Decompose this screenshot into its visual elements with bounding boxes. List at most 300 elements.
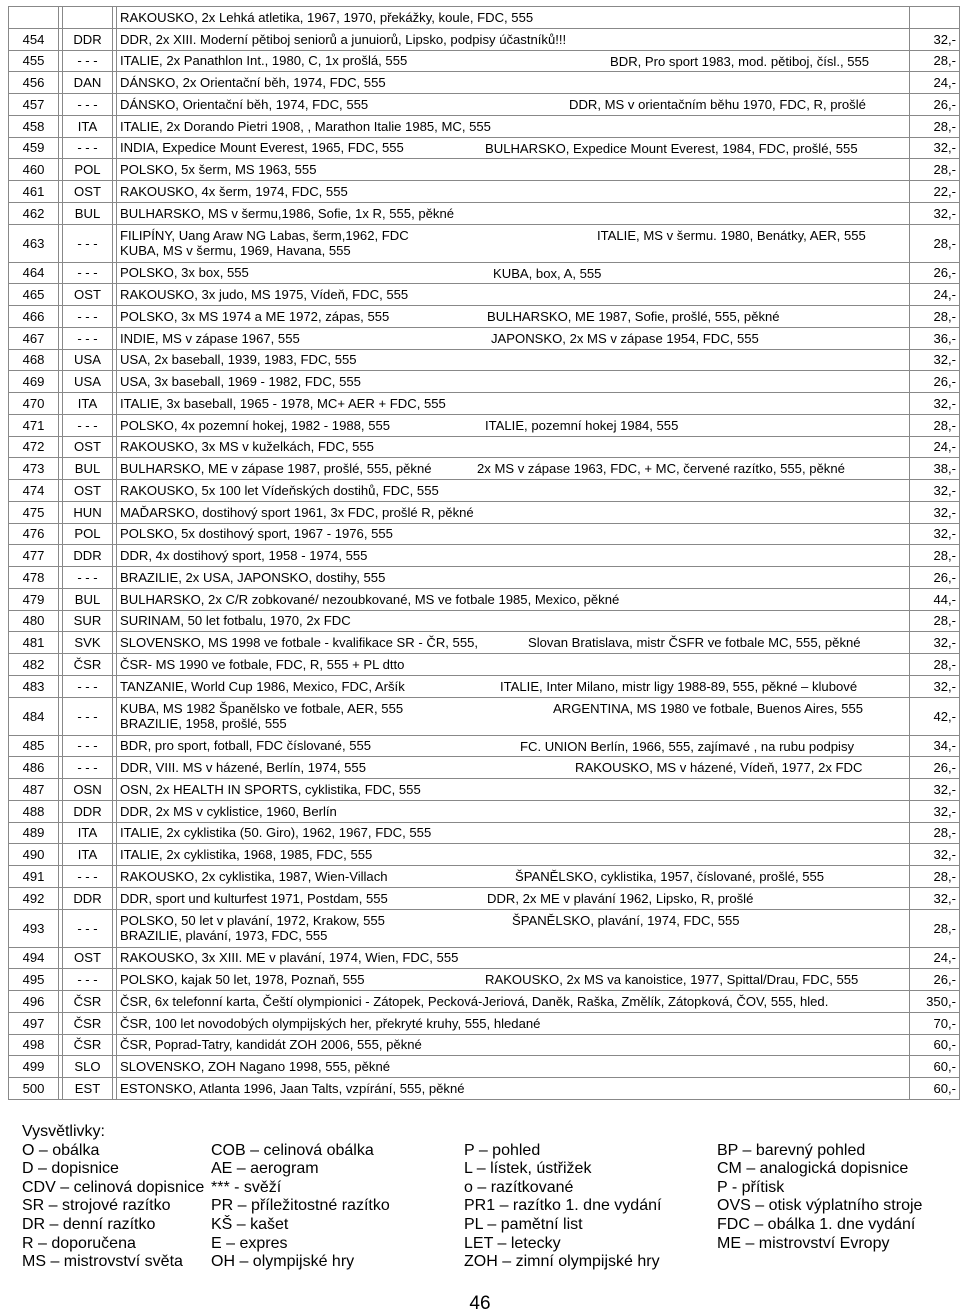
item-number: 500: [9, 1078, 59, 1100]
legend-entry: PR1 – razítko 1. dne vydání: [464, 1197, 662, 1215]
item-price: 32,-: [910, 675, 960, 697]
description-text: DDR, 2x MS v cyklistice, 1960, Berlín: [120, 803, 337, 819]
legend-entry: P – pohled: [464, 1141, 541, 1159]
description-text: DDR, 2x XIII. Moderní pětiboj seniorů a junuiorů, Lipsko, podpisy účastníků!!!: [120, 31, 567, 47]
table-row: [9, 1056, 960, 1078]
item-price: 32,-: [910, 480, 960, 502]
description-text: POLSKO, 4x pozemní hokej, 1982 - 1988, 555: [120, 417, 391, 433]
country-code: OST: [63, 181, 113, 203]
item-description: [117, 72, 910, 94]
table-row: [9, 1034, 960, 1056]
description-text: RAKOUSKO, 2x cyklistika, 1987, Wien-Villach: [120, 868, 388, 884]
item-price: 32,-: [910, 501, 960, 523]
description-line-1: KUBA, MS 1982 Španělsko ve fotbale, AER, 555: [120, 701, 404, 716]
table-row: [9, 779, 960, 801]
table-row: [9, 866, 960, 888]
item-price: 32,-: [910, 393, 960, 415]
item-price: 28,-: [910, 545, 960, 567]
country-code: ITA: [63, 844, 113, 866]
table-row: [9, 436, 960, 458]
item-number: 473: [9, 458, 59, 480]
item-number: 457: [9, 94, 59, 116]
item-price: 60,-: [910, 1034, 960, 1056]
description-text: ITALIE, 2x Panathlon Int., 1980, C, 1x prošlá, 555: [120, 53, 408, 69]
description-text: POLSKO, 5x šerm, MS 1963, 555: [120, 162, 317, 178]
table-row: [9, 947, 960, 969]
item-price: 26,-: [910, 969, 960, 991]
description-second-item: ŠPANĚLSKO, plavání, 1974, FDC, 555: [512, 912, 740, 928]
description-text: ITALIE, 3x baseball, 1965 - 1978, MC+ AER + FDC, 555: [120, 395, 446, 411]
description-text: ITALIE, 2x cyklistika, 1968, 1985, FDC, 555: [120, 847, 373, 863]
item-description: [117, 327, 910, 349]
item-number: 498: [9, 1034, 59, 1056]
country-code: USA: [63, 371, 113, 393]
item-number: 480: [9, 610, 59, 632]
item-number: 475: [9, 501, 59, 523]
country-code: - - -: [63, 94, 113, 116]
description-text: INDIA, Expedice Mount Everest, 1965, FDC, 555: [120, 140, 404, 156]
item-price: 32,-: [910, 523, 960, 545]
country-code: BUL: [63, 458, 113, 480]
item-price: 26,-: [910, 567, 960, 589]
country-code: - - -: [63, 414, 113, 436]
item-price: 32,-: [910, 632, 960, 654]
table-row: [9, 545, 960, 567]
description-text: ESTONSKO, Atlanta 1996, Jaan Talts, vzpírání, 555, pěkné: [120, 1080, 465, 1096]
item-number: 455: [9, 50, 59, 72]
item-price: 60,-: [910, 1078, 960, 1100]
item-number: 477: [9, 545, 59, 567]
item-number: 471: [9, 414, 59, 436]
country-code: POL: [63, 523, 113, 545]
table-row: [9, 822, 960, 844]
country-code: - - -: [63, 675, 113, 697]
table-row: [9, 262, 960, 284]
item-description: [117, 224, 910, 262]
country-code: OST: [63, 947, 113, 969]
country-code: DDR: [63, 545, 113, 567]
item-description: [117, 159, 910, 181]
item-number: 458: [9, 115, 59, 137]
item-description: [117, 735, 910, 757]
legend-entry: FDC – obálka 1. dne vydání: [717, 1215, 916, 1233]
country-code: - - -: [63, 224, 113, 262]
country-code: ITA: [63, 115, 113, 137]
table-row: [9, 697, 960, 735]
item-description: [117, 262, 910, 284]
table-row: [9, 567, 960, 589]
table-row: [9, 224, 960, 262]
description-line-2: BRAZILIE, 1958, prošlé, 555: [120, 716, 287, 731]
country-code: BUL: [63, 588, 113, 610]
item-price: 350,-: [910, 991, 960, 1013]
item-description: [117, 284, 910, 306]
description-second-item: BULHARSKO, Expedice Mount Everest, 1984, FDC, prošlé, 555: [485, 140, 858, 156]
country-code: - - -: [63, 757, 113, 779]
description-second-item: BDR, Pro sport 1983, mod. pětiboj, čísl., 555: [610, 53, 870, 69]
description-text: POLSKO, 3x MS 1974 a ME 1972, zápas, 555: [120, 308, 390, 324]
page-number: 46: [469, 1293, 491, 1314]
country-code: ČSR: [63, 991, 113, 1013]
table-row: [9, 991, 960, 1013]
item-number: 490: [9, 844, 59, 866]
item-price: 24,-: [910, 284, 960, 306]
description-line-1: POLSKO, 50 let v plavání, 1972, Krakow, 555: [120, 913, 385, 928]
legend-entry: CM – analogická dopisnice: [717, 1160, 909, 1178]
table-row: [9, 393, 960, 415]
description-text: BRAZILIE, 2x USA, JAPONSKO, dostihy, 555: [120, 569, 386, 585]
country-code: - - -: [63, 735, 113, 757]
description-text: RAKOUSKO, 5x 100 let Vídeňských dostihů, FDC, 555: [120, 482, 439, 498]
table-row: [9, 887, 960, 909]
item-description: [117, 779, 910, 801]
country-code: - - -: [63, 137, 113, 159]
item-price: 28,-: [910, 224, 960, 262]
description-second-item: DDR, MS v orientačním běhu 1970, FDC, R, prošlé: [569, 97, 866, 112]
table-row: [9, 137, 960, 159]
legend-column-3: [464, 1142, 661, 1272]
table-row: [9, 1078, 960, 1100]
item-number: 486: [9, 757, 59, 779]
legend-entry: SR – strojové razítko: [22, 1197, 171, 1215]
description-text: DDR, 4x dostihový sport, 1958 - 1974, 555: [120, 548, 368, 564]
description-text: SURINAM, 50 let fotbalu, 1970, 2x FDC: [120, 613, 351, 629]
item-description: [117, 697, 910, 735]
item-number: 497: [9, 1012, 59, 1034]
item-number: 474: [9, 480, 59, 502]
item-price: 32,-: [910, 28, 960, 50]
item-description: [117, 675, 910, 697]
item-description: [117, 1078, 910, 1100]
country-code: USA: [63, 349, 113, 371]
item-number: 469: [9, 371, 59, 393]
item-description: [117, 393, 910, 415]
legend-entry: MS – mistrovství světa: [22, 1253, 183, 1271]
legend-entry: PR – příležitostné razítko: [211, 1197, 390, 1215]
item-number: 496: [9, 991, 59, 1013]
item-price: 24,-: [910, 72, 960, 94]
table-row: [9, 94, 960, 116]
country-code: DDR: [63, 28, 113, 50]
description-text: ČSR, Poprad-Tatry, kandidát ZOH 2006, 555, pěkné: [120, 1037, 422, 1053]
country-code: OST: [63, 284, 113, 306]
item-price: [910, 7, 960, 29]
description-text: ČSR- MS 1990 ve fotbale, FDC, R, 555 + PL dtto: [120, 656, 405, 672]
table-row: [9, 675, 960, 697]
item-price: 28,-: [910, 159, 960, 181]
item-description: [117, 632, 910, 654]
legend-entry: COB – celinová obálka: [211, 1141, 374, 1159]
description-text: BULHARSKO, ME v zápase 1987, prošlé, 555, pěkné: [120, 461, 432, 477]
description-text: SLOVENSKO, MS 1998 ve fotbale - kvalifikace SR - ČR, 555,: [120, 635, 479, 651]
item-number: 463: [9, 224, 59, 262]
table-row: [9, 909, 960, 947]
item-number: 478: [9, 567, 59, 589]
item-description: [117, 480, 910, 502]
item-description: [117, 757, 910, 779]
description-line-2: BRAZILIE, plavání, 1973, FDC, 555: [120, 928, 328, 943]
legend-entry: D – dopisnice: [22, 1160, 119, 1178]
item-number: 464: [9, 262, 59, 284]
item-price: 32,-: [910, 887, 960, 909]
description-text: ČSR, 6x telefonní karta, Čeští olympionici - Zátopek, Pecková-Jeriová, Daněk, Raška, Změlík, Zátopková, ČOV, 555, hled.: [120, 993, 829, 1009]
country-code: OST: [63, 480, 113, 502]
item-number: 483: [9, 675, 59, 697]
legend-column-1: [22, 1142, 204, 1272]
table-row: [9, 284, 960, 306]
item-description: [117, 202, 910, 224]
item-description: [117, 567, 910, 589]
country-code: - - -: [63, 50, 113, 72]
item-description: [117, 371, 910, 393]
description-second-item: ITALIE, MS v šermu. 1980, Benátky, AER, 555: [597, 227, 866, 243]
description-line-2: KUBA, MS v šermu, 1969, Havana, 555: [120, 243, 351, 258]
item-description: [117, 349, 910, 371]
item-price: 28,-: [910, 115, 960, 137]
item-number: 468: [9, 349, 59, 371]
item-number: 461: [9, 181, 59, 203]
description-second-item: DDR, 2x ME v plavání 1962, Lipsko, R, prošlé: [487, 890, 754, 906]
item-price: 28,-: [910, 654, 960, 676]
item-price: 26,-: [910, 94, 960, 116]
item-number: 481: [9, 632, 59, 654]
country-code: SUR: [63, 610, 113, 632]
item-description: [117, 28, 910, 50]
description-second-item: ŠPANĚLSKO, cyklistika, 1957, číslované, prošlé, 555: [515, 869, 825, 884]
country-code: OSN: [63, 779, 113, 801]
item-description: [117, 610, 910, 632]
item-number: 482: [9, 654, 59, 676]
description-second-item: RAKOUSKO, MS v házené, Vídeň, 1977, 2x FDC: [575, 760, 863, 776]
item-description: [117, 436, 910, 458]
item-description: [117, 414, 910, 436]
legend-column-4: [717, 1142, 922, 1254]
country-code: - - -: [63, 909, 113, 947]
country-code: - - -: [63, 327, 113, 349]
item-number: 499: [9, 1056, 59, 1078]
legend-entry: OVS – otisk výplatního stroje: [717, 1197, 923, 1215]
table-row: [9, 1012, 960, 1034]
table-row: [9, 159, 960, 181]
country-code: ČSR: [63, 1034, 113, 1056]
table-row: [9, 735, 960, 757]
description-text: MAĎARSKO, dostihový sport 1961, 3x FDC, prošlé R, pěkné: [120, 504, 474, 520]
description-text: USA, 2x baseball, 1939, 1983, FDC, 555: [120, 352, 357, 368]
table-row: [9, 7, 960, 29]
description-text: BULHARSKO, 2x C/R zobkované/ nezoubkované, MS ve fotbale 1985, Mexico, pěkné: [120, 591, 620, 607]
legend-entry: *** - svěží: [211, 1178, 282, 1196]
table-row: [9, 72, 960, 94]
country-code: DDR: [63, 887, 113, 909]
description-second-item: JAPONSKO, 2x MS v zápase 1954, FDC, 555: [491, 330, 759, 346]
legend-entry: E – expres: [211, 1234, 288, 1252]
legend-entry: BP – barevný pohled: [717, 1141, 866, 1159]
description-text: POLSKO, kajak 50 let, 1978, Poznaň, 555: [120, 972, 365, 988]
item-number: 466: [9, 306, 59, 328]
country-code: - - -: [63, 969, 113, 991]
legend-entry: OH – olympijské hry: [211, 1253, 355, 1271]
table-row: [9, 458, 960, 480]
item-price: 26,-: [910, 262, 960, 284]
country-code: [63, 7, 113, 29]
item-price: 28,-: [910, 909, 960, 947]
table-row: [9, 757, 960, 779]
legend-entry: LET – letecky: [464, 1234, 561, 1252]
item-price: 28,-: [910, 306, 960, 328]
description-text: POLSKO, 5x dostihový sport, 1967 - 1976, 555: [120, 526, 393, 542]
item-number: 459: [9, 137, 59, 159]
item-description: [117, 947, 910, 969]
country-code: - - -: [63, 306, 113, 328]
item-price: 24,-: [910, 436, 960, 458]
table-row: [9, 501, 960, 523]
item-description: [117, 115, 910, 137]
item-description: [117, 909, 910, 947]
item-number: 456: [9, 72, 59, 94]
item-description: [117, 501, 910, 523]
legend-entry: ME – mistrovství Evropy: [717, 1234, 890, 1252]
description-text: ITALIE, 2x Dorando Pietri 1908, , Marathon Italie 1985, MC, 555: [120, 118, 491, 134]
item-price: 42,-: [910, 697, 960, 735]
item-description: [117, 1056, 910, 1078]
country-code: - - -: [63, 697, 113, 735]
legend-entry: R – doporučena: [22, 1234, 136, 1252]
item-description: [117, 969, 910, 991]
legend-entry: AE – aerogram: [211, 1160, 319, 1178]
item-number: 491: [9, 866, 59, 888]
description-second-item: KUBA, box, A, 555: [493, 265, 602, 281]
description-text: BDR, pro sport, fotball, FDC číslované, 555: [120, 738, 372, 754]
description-second-item: FC. UNION Berlín, 1966, 555, zajímavé , na rubu podpisy: [520, 738, 855, 754]
description-second-item: 2x MS v zápase 1963, FDC, + MC, červené razítko, 555, pěkné: [477, 461, 845, 477]
table-row: [9, 800, 960, 822]
item-number: 476: [9, 523, 59, 545]
item-description: [117, 588, 910, 610]
description-text: USA, 3x baseball, 1969 - 1982, FDC, 555: [120, 374, 361, 390]
table-row: [9, 50, 960, 72]
item-price: 26,-: [910, 757, 960, 779]
legend-column-2: [211, 1142, 390, 1272]
description-second-item: ITALIE, pozemní hokej 1984, 555: [485, 417, 679, 433]
legend-entry: DR – denní razítko: [22, 1215, 156, 1233]
description-text: ČSR, 100 let novodobých olympijských her, překryté kruhy, 555, hledané: [120, 1015, 541, 1031]
item-number: 487: [9, 779, 59, 801]
catalog-table: [8, 6, 960, 1100]
country-code: ČSR: [63, 1012, 113, 1034]
item-number: 493: [9, 909, 59, 947]
item-number: 460: [9, 159, 59, 181]
table-row: [9, 349, 960, 371]
description-text: DDR, VIII. MS v házené, Berlín, 1974, 555: [120, 760, 366, 776]
description-text: OSN, 2x HEALTH IN SPORTS, cyklistika, FDC, 555: [120, 781, 421, 797]
item-price: 34,-: [910, 735, 960, 757]
country-code: HUN: [63, 501, 113, 523]
table-row: [9, 610, 960, 632]
item-price: 28,-: [910, 866, 960, 888]
description-text: SLOVENSKO, ZOH Nagano 1998, 555, pěkné: [120, 1059, 391, 1075]
item-number: 495: [9, 969, 59, 991]
legend-entry: O – obálka: [22, 1141, 100, 1159]
country-code: ČSR: [63, 654, 113, 676]
country-code: OST: [63, 436, 113, 458]
table-row: [9, 632, 960, 654]
country-code: POL: [63, 159, 113, 181]
table-row: [9, 969, 960, 991]
item-description: [117, 458, 910, 480]
country-code: BUL: [63, 202, 113, 224]
table-row: [9, 28, 960, 50]
table-row: [9, 844, 960, 866]
item-description: [117, 844, 910, 866]
country-code: ITA: [63, 393, 113, 415]
item-price: 60,-: [910, 1056, 960, 1078]
table-row: [9, 306, 960, 328]
item-price: 70,-: [910, 1012, 960, 1034]
item-price: 36,-: [910, 327, 960, 349]
description-second-item: RAKOUSKO, 2x MS va kanoistice, 1977, Spittal/Drau, FDC, 555: [485, 972, 859, 988]
legend-entry: o – razítkované: [464, 1178, 574, 1196]
description-second-item: ARGENTINA, MS 1980 ve fotbale, Buenos Aires, 555: [553, 700, 864, 716]
description-second-item: ITALIE, Inter Milano, mistr ligy 1988-89, 555, pěkné – klubové: [500, 678, 858, 694]
legend-entry: L – lístek, ústřižek: [464, 1160, 592, 1178]
table-row: [9, 371, 960, 393]
item-description: [117, 822, 910, 844]
item-price: 32,-: [910, 202, 960, 224]
item-number: 489: [9, 822, 59, 844]
item-description: [117, 1012, 910, 1034]
legend-entry: CDV – celinová dopisnice: [22, 1178, 205, 1196]
item-description: [117, 991, 910, 1013]
item-description: [117, 887, 910, 909]
item-number: 462: [9, 202, 59, 224]
table-row: [9, 115, 960, 137]
table-row: [9, 588, 960, 610]
item-number: 479: [9, 588, 59, 610]
description-text: DDR, sport und kulturfest 1971, Postdam, 555: [120, 890, 388, 906]
catalog-rows: [9, 7, 960, 1100]
legend-entry: P - přítisk: [717, 1178, 785, 1196]
item-number: 472: [9, 436, 59, 458]
country-code: DAN: [63, 72, 113, 94]
description-text: RAKOUSKO, 3x MS v kuželkách, FDC, 555: [120, 439, 374, 455]
legend-entry: KŠ – kašet: [211, 1215, 289, 1233]
item-price: 28,-: [910, 50, 960, 72]
item-number: 485: [9, 735, 59, 757]
country-code: SLO: [63, 1056, 113, 1078]
table-row: [9, 414, 960, 436]
item-number: 454: [9, 28, 59, 50]
description-text: RAKOUSKO, 3x XIII. ME v plavání, 1974, Wien, FDC, 555: [120, 950, 459, 966]
item-description: [117, 181, 910, 203]
country-code: SVK: [63, 632, 113, 654]
country-code: ITA: [63, 822, 113, 844]
item-description: [117, 7, 910, 29]
table-row: [9, 480, 960, 502]
item-description: [117, 523, 910, 545]
country-code: - - -: [63, 567, 113, 589]
table-row: [9, 327, 960, 349]
item-price: 32,-: [910, 137, 960, 159]
item-number: [9, 7, 59, 29]
item-price: 28,-: [910, 414, 960, 436]
description-line-1: FILIPÍNY, Uang Araw NG Labas, šerm,1962, FDC: [120, 228, 409, 243]
item-number: 494: [9, 947, 59, 969]
table-row: [9, 202, 960, 224]
item-price: 28,-: [910, 610, 960, 632]
legend-entry: ZOH – zimní olympijské hry: [464, 1253, 660, 1271]
legend: [22, 1123, 923, 1271]
item-number: 488: [9, 800, 59, 822]
